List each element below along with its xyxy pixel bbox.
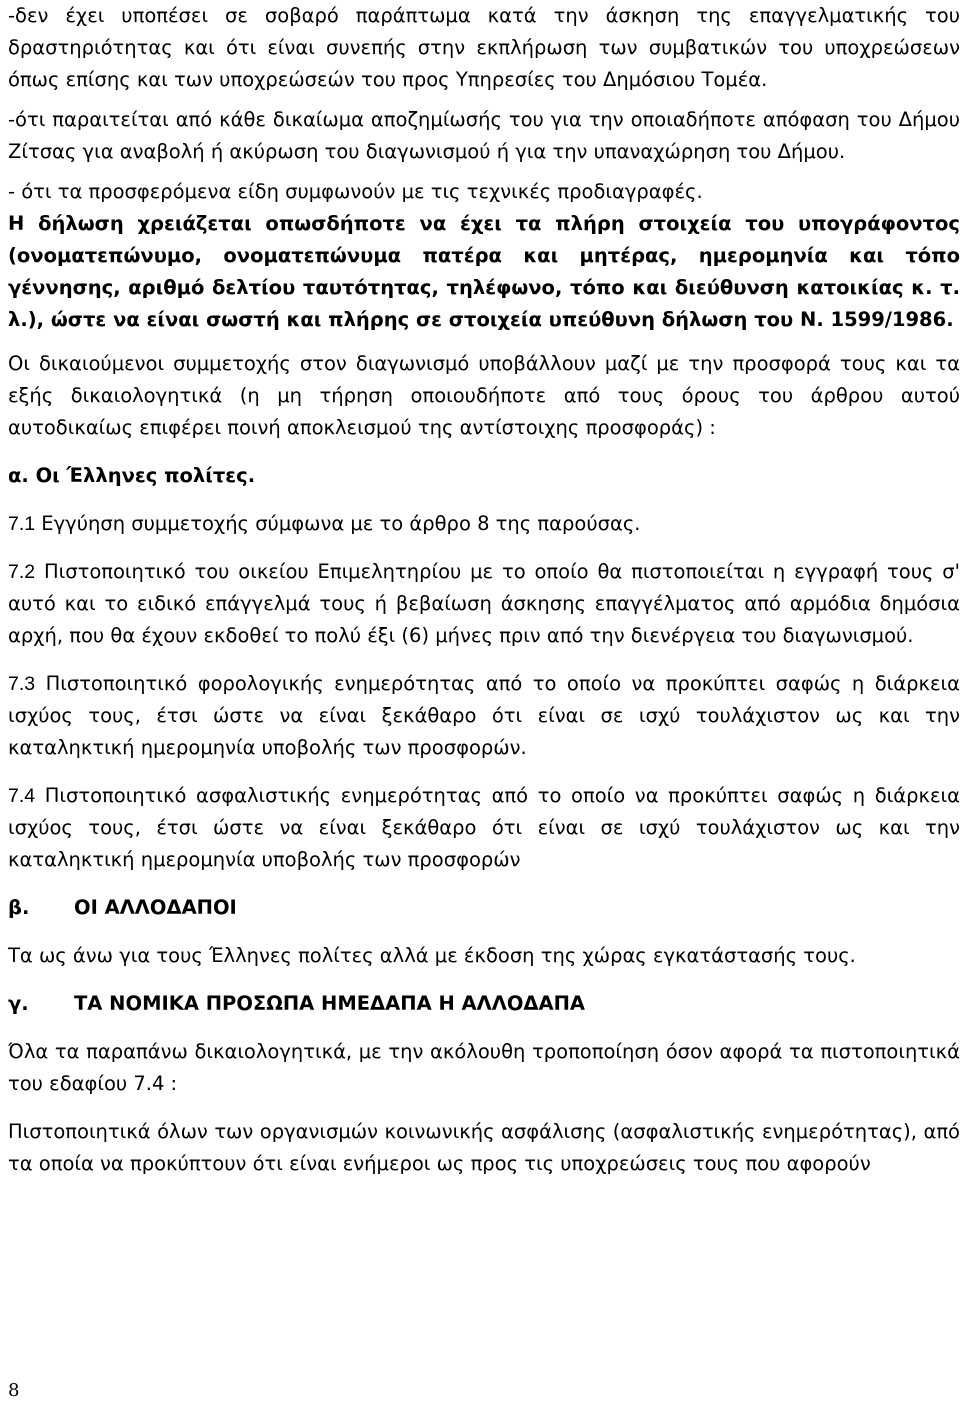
section-c-text-1: Όλα τα παραπάνω δικαιολογητικά, με την ακόλουθη τροποποίηση όσον αφορά τα πιστοποιητικά του εδαφίου 7.4 : xyxy=(8,1040,960,1095)
item-number: 7.3 xyxy=(8,673,36,695)
item-text: Πιστοποιητικό φορολογικής ενημερότητας από το οποίο να προκύπτει σαφώς η διάρκεια ισχύος τους, έτσι ώστε να είναι ξεκάθαρο ότι είναι σε ισχύ τουλάχιστον ως και την καταληκτική ημερομηνία υποβολής των προσφορών. xyxy=(8,672,960,759)
section-b-heading xyxy=(8,892,960,924)
section-b-marker: β. xyxy=(8,896,30,919)
item-7-2 xyxy=(8,556,960,652)
item-text: Πιστοποιητικό ασφαλιστικής ενημερότητας από το οποίο να προκύπτει σαφώς η διάρκεια ισχύος τους, έτσι ώστε να είναι ξεκάθαρο ότι είναι σε ισχύ τουλάχιστον ως και την καταληκτική ημερομηνία υποβολής των προσφορών xyxy=(8,784,960,871)
item-7-3 xyxy=(8,668,960,764)
item-number: 7.1 xyxy=(8,513,36,535)
paragraph-required-documents-intro: Οι δικαιούμενοι συμμετοχής στον διαγωνισμό υποβάλλουν μαζί με την προσφορά τους και τα εξής δικαιολογητικά (η μη τήρηση οποιουδήποτε από τους όρους του άρθρου αυτού αυτοδικαίως επιφέρει ποινή αποκλεισμού της αντίστοιχης προσφοράς) : xyxy=(8,352,960,439)
item-text: Εγγύηση συμμετοχής σύμφωνα με το άρθρο 8 της παρούσας. xyxy=(35,512,641,535)
section-c-marker: γ. xyxy=(8,992,29,1015)
item-7-1 xyxy=(8,508,960,540)
page-number: 8 xyxy=(8,1380,20,1401)
paragraph-declaration-requirements: Η δήλωση χρειάζεται οπωσδήποτε να έχει τα πλήρη στοιχεία του υπογράφοντος (ονοματεπώνυμο, ονοματεπώνυμα πατέρα και μητέρας, ημερομηνία και τόπο γέννησης, αριθμό δελτίου ταυτότητας, τηλέφωνο, τόπο και διεύθυνση κατοικίας κ. τ. λ.), ώστε να είναι σωστή και πλήρης σε στοιχεία υπεύθυνη δήλωση του Ν. 1599/1986. xyxy=(8,212,960,331)
section-b-text: Τα ως άνω για τους Έλληνες πολίτες αλλά με έκδοση της χώρας εγκατάστασής τους. xyxy=(8,944,856,967)
section-c-heading xyxy=(8,988,960,1020)
item-7-4 xyxy=(8,780,960,876)
item-text: Πιστοποιητικό του οικείου Επιμελητηρίου με το οποίο θα πιστοποιείται η εγγραφή τους σ' αυτό και το ειδικό επάγγελμά τους ή βεβαίωση άσκησης επαγγέλματος από αρμόδια δημόσια αρχή, που θα έχουν εκδοθεί το πολύ έξι (6) μήνες πριν από την διενέργεια του διαγωνισμού. xyxy=(8,560,960,647)
section-b-title: ΟΙ ΑΛΛΟΔΑΠΟΙ xyxy=(74,896,237,919)
section-c-title: ΤΑ ΝΟΜΙΚΑ ΠΡΟΣΩΠΑ ΗΜΕΔΑΠΑ Η ΑΛΛΟΔΑΠΑ xyxy=(74,992,585,1015)
item-number: 7.4 xyxy=(8,785,36,807)
document-page xyxy=(8,0,960,1180)
paragraph-no-misconduct: -δεν έχει υποπέσει σε σοβαρό παράπτωμα κατά την άσκηση της επαγγελματικής του δραστηριότητας και ότι είναι συνεπής στην εκπλήρωση των συμβατικών του υποχρεώσεων όπως επίσης και των υποχρεώσεών του προς Υπηρεσίες του Δημόσιου Τομέα. xyxy=(8,4,960,91)
section-c-text-2: Πιστοποιητικά όλων των οργανισμών κοινωνικής ασφάλισης (ασφαλιστικής ενημερότητας), από τα οποία να προκύπτουν ότι είναι ενήμεροι ως προς τις υποχρεώσεις τους που αφορούν xyxy=(8,1120,960,1175)
paragraph-waiver: -ότι παραιτείται από κάθε δικαίωμα αποζημίωσής του για την οποιαδήποτε απόφαση του Δήμου Ζίτσας για αναβολή ή ακύρωση του διαγωνισμού ή για την υπαναχώρηση του Δήμου. xyxy=(8,108,960,163)
section-a-heading: α. Οι Έλληνες πολίτες. xyxy=(8,464,256,487)
paragraph-specs-compliance: - ότι τα προσφερόμενα είδη συμφωνούν με τις τεχνικές προδιαγραφές. xyxy=(8,180,703,203)
item-number: 7.2 xyxy=(8,561,36,583)
